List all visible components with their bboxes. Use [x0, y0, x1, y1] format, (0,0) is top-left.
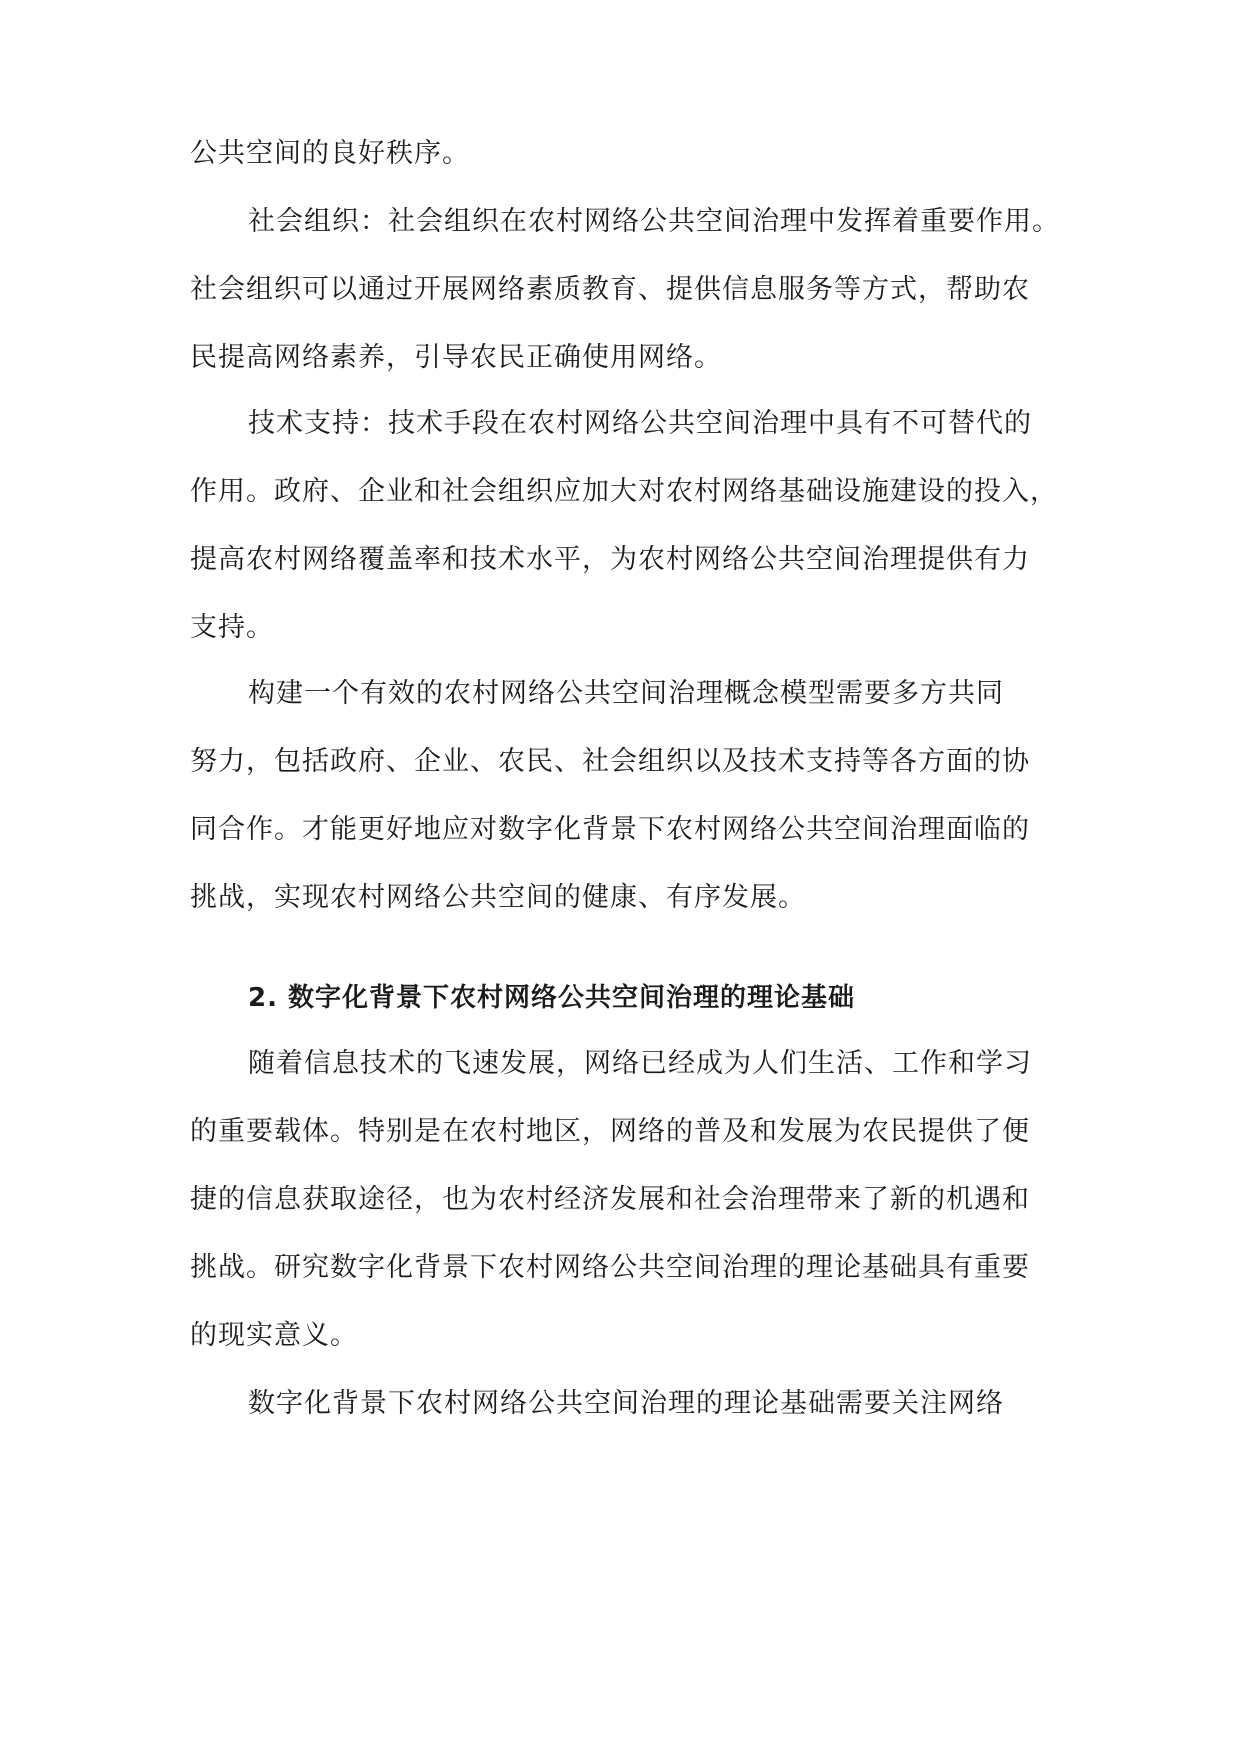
paragraph-line: 公共空间的良好秩序。: [190, 138, 470, 169]
paragraph-line: 挑战，实现农村网络公共空间的健康、有序发展。: [190, 882, 806, 913]
paragraph-line: 同合作。才能更好地应对数字化背景下农村网络公共空间治理面临的: [190, 814, 1030, 845]
paragraph-line: 社会组织：社会组织在农村网络公共空间治理中发挥着重要作用。: [248, 206, 1060, 237]
paragraph-line: 民提高网络素养，引导农民正确使用网络。: [190, 342, 722, 373]
paragraph-line: 社会组织可以通过开展网络素质教育、提供信息服务等方式，帮助农: [190, 274, 1030, 305]
paragraph-line: 随着信息技术的飞速发展，网络已经成为人们生活、工作和学习: [248, 1048, 1032, 1079]
paragraph-line: 挑战。研究数字化背景下农村网络公共空间治理的理论基础具有重要: [190, 1252, 1030, 1283]
paragraph-line: 数字化背景下农村网络公共空间治理的理论基础需要关注网络: [248, 1388, 1004, 1419]
paragraph-line: 捷的信息获取途径，也为农村经济发展和社会治理带来了新的机遇和: [190, 1184, 1030, 1215]
paragraph-line: 构建一个有效的农村网络公共空间治理概念模型需要多方共同: [248, 678, 1004, 709]
paragraph-line: 的现实意义。: [190, 1320, 358, 1351]
paragraph-line: 作用。政府、企业和社会组织应加大对农村网络基础设施建设的投入，: [190, 476, 1058, 507]
paragraph-line: 支持。: [190, 612, 274, 643]
paragraph-line: 技术支持：技术手段在农村网络公共空间治理中具有不可替代的: [248, 408, 1032, 439]
paragraph-line: 提高农村网络覆盖率和技术水平，为农村网络公共空间治理提供有力: [190, 544, 1030, 575]
section-heading: 2. 数字化背景下农村网络公共空间治理的理论基础: [248, 983, 856, 1013]
paragraph-line: 努力，包括政府、企业、农民、社会组织以及技术支持等各方面的协: [190, 746, 1030, 777]
paragraph-line: 的重要载体。特别是在农村地区，网络的普及和发展为农民提供了便: [190, 1116, 1030, 1147]
